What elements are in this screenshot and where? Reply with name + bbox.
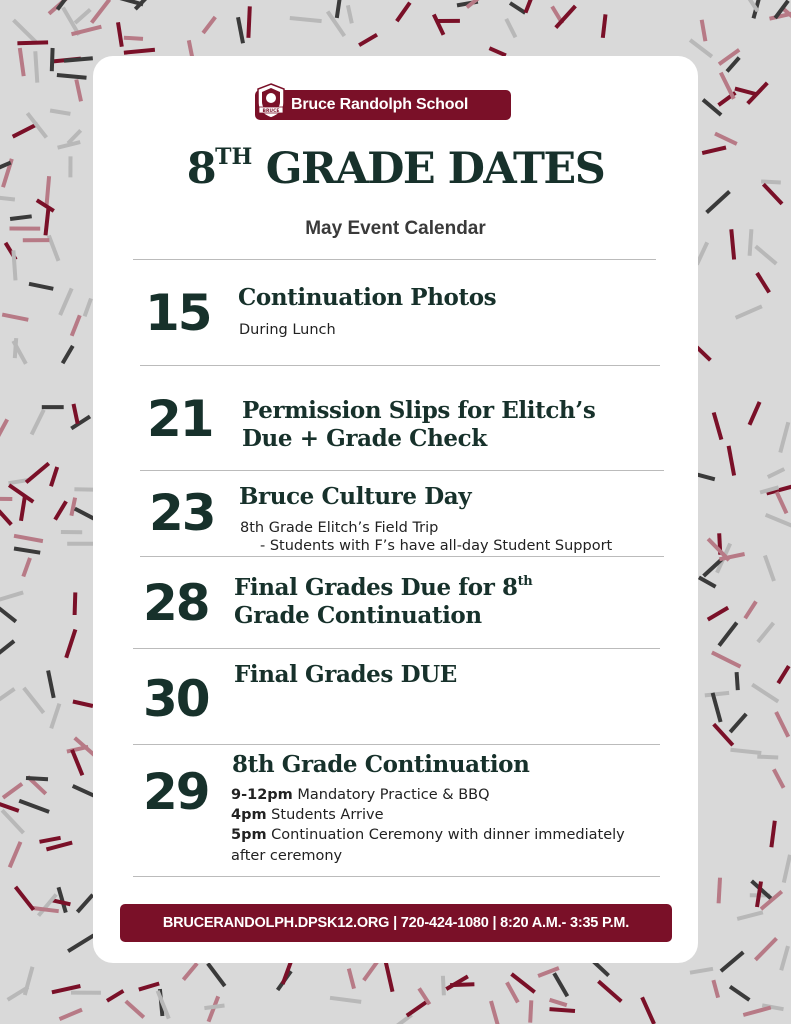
confetti-piece (777, 492, 787, 513)
confetti-piece (27, 113, 46, 137)
confetti-piece (705, 693, 729, 696)
confetti-piece (397, 3, 410, 22)
confetti-piece (554, 973, 567, 996)
confetti-piece (72, 315, 80, 336)
confetti-piece (727, 58, 739, 72)
confetti-piece (73, 702, 93, 707)
confetti-piece (0, 641, 14, 654)
confetti-piece (771, 821, 774, 847)
event-calendar-card (93, 56, 698, 963)
divider (133, 876, 660, 877)
confetti-piece (721, 952, 743, 971)
confetti-piece (758, 623, 774, 642)
confetti-piece (755, 938, 776, 959)
confetti-piece (750, 229, 752, 256)
confetti-piece (730, 987, 749, 1000)
divider (133, 744, 660, 745)
confetti-piece (10, 216, 32, 219)
event-detail: - Students with F’s have all-day Student Support (260, 538, 613, 554)
event-day-number: 23 (149, 484, 215, 542)
confetti-piece (752, 685, 778, 702)
confetti-piece (183, 963, 197, 979)
confetti-piece (776, 712, 788, 737)
confetti-piece (2, 810, 23, 833)
confetti-piece (434, 15, 444, 35)
confetti-piece (19, 801, 49, 812)
confetti-piece (761, 182, 781, 183)
confetti-piece (642, 997, 654, 1024)
confetti-piece (699, 577, 716, 586)
confetti-piece (745, 602, 756, 619)
confetti-piece (124, 38, 143, 39)
confetti-piece (443, 976, 444, 996)
confetti-piece (736, 306, 762, 318)
confetti-piece (29, 284, 53, 289)
confetti-piece (0, 605, 16, 621)
confetti-piece (71, 416, 90, 428)
confetti-piece (550, 1000, 567, 1005)
confetti-piece (489, 48, 506, 55)
confetti-piece (703, 100, 721, 115)
event-day-number: 29 (143, 763, 209, 821)
confetti-piece (64, 58, 93, 61)
confetti-piece (32, 908, 59, 911)
confetti-piece (35, 51, 37, 82)
event-title: Permission Slips for Elitch’s Due + Grade Check (242, 397, 596, 452)
confetti-piece (0, 198, 15, 200)
confetti-piece (66, 630, 75, 658)
footer-contact-bar: BRUCERANDOLPH.DPSK12.ORG | 720-424-1080 | 8:20 A.M.- 3:35 P.M. (120, 904, 672, 942)
confetti-piece (16, 887, 34, 910)
confetti-piece (407, 1002, 427, 1016)
confetti-piece (719, 878, 720, 904)
confetti-piece (737, 912, 763, 919)
confetti-piece (745, 0, 757, 11)
confetti-piece (0, 508, 11, 524)
confetti-piece (2, 315, 28, 320)
confetti-piece (76, 80, 81, 102)
confetti-piece (15, 338, 16, 358)
confetti-piece (757, 757, 778, 758)
confetti-piece (75, 592, 76, 615)
confetti-piece (765, 556, 774, 582)
confetti-piece (139, 984, 159, 990)
event-title: Final Grades DUE (234, 661, 457, 688)
divider (140, 470, 664, 471)
schedule-item-continuation: after ceremony (231, 848, 343, 864)
school-name: Bruce Randolph School (291, 96, 469, 113)
event-detail: During Lunch (239, 322, 336, 338)
confetti-piece (63, 346, 73, 363)
confetti-piece (23, 558, 30, 577)
confetti-piece (774, 769, 784, 788)
confetti-piece (781, 946, 788, 970)
event-day-number: 15 (145, 284, 211, 342)
confetti-piece (74, 404, 78, 424)
confetti-piece (526, 0, 534, 13)
event-title: 8th Grade Continuation (232, 751, 530, 778)
school-logo-badge (255, 90, 511, 120)
confetti-piece (0, 419, 7, 439)
event-title: Bruce Culture Day (239, 483, 472, 510)
confetti-piece (50, 111, 70, 114)
confetti-piece (743, 1008, 771, 1016)
confetti-piece (55, 501, 66, 519)
confetti-piece (49, 236, 59, 261)
confetti-piece (780, 422, 788, 452)
confetti-piece (731, 229, 734, 259)
event-day-number: 30 (143, 670, 209, 728)
confetti-piece (71, 498, 75, 516)
confetti-piece (713, 693, 721, 722)
confetti-piece (14, 20, 36, 42)
confetti-piece (697, 242, 707, 264)
divider (133, 648, 660, 649)
confetti-piece (9, 485, 33, 502)
confetti-piece (731, 750, 762, 753)
confetti-piece (13, 124, 38, 137)
confetti-piece (506, 19, 515, 37)
event-day-number: 21 (147, 390, 213, 448)
confetti-piece (48, 671, 54, 698)
confetti-piece (13, 250, 15, 280)
confetti-piece (14, 549, 40, 553)
confetti-piece (714, 724, 733, 745)
confetti-piece (715, 134, 737, 144)
confetti-piece (24, 688, 44, 713)
confetti-piece (238, 17, 243, 43)
schedule-item: 5pm Continuation Ceremony with dinner immediately (231, 827, 625, 843)
confetti-piece (46, 843, 72, 850)
confetti-piece (248, 6, 249, 37)
confetti-piece (14, 536, 43, 541)
confetti-piece (3, 784, 22, 798)
divider (133, 259, 656, 260)
confetti-piece (713, 980, 718, 998)
confetti-piece (730, 714, 746, 732)
confetti-piece (25, 967, 33, 995)
confetti-piece (204, 1006, 224, 1009)
confetti-piece (17, 42, 48, 43)
confetti-piece (766, 515, 791, 526)
confetti-piece (386, 962, 393, 992)
confetti-piece (348, 5, 352, 23)
confetti-piece (92, 0, 110, 23)
schedule-item: 9-12pm Mandatory Practice & BBQ (231, 787, 490, 803)
confetti-piece (729, 446, 735, 476)
confetti-piece (768, 469, 785, 477)
confetti-piece (26, 463, 49, 482)
event-day-number: 28 (143, 574, 209, 632)
page-subtitle: May Event Calendar (305, 218, 486, 239)
confetti-piece (46, 207, 49, 236)
confetti-piece (68, 935, 94, 951)
confetti-piece (510, 3, 525, 13)
confetti-piece (85, 299, 91, 317)
confetti-piece (784, 855, 790, 883)
confetti-piece (203, 17, 215, 33)
confetti-piece (0, 592, 23, 601)
confetti-piece (75, 10, 90, 24)
confetti-piece (598, 981, 621, 1001)
confetti-piece (118, 22, 122, 46)
confetti-piece (0, 689, 14, 702)
event-title: Final Grades Due for 8th Grade Continuation (234, 574, 533, 629)
confetti-piece (60, 1010, 83, 1020)
confetti-piece (702, 20, 706, 41)
confetti-piece (10, 842, 21, 867)
confetti-piece (32, 410, 44, 435)
confetti-piece (778, 666, 789, 683)
confetti-piece (126, 1001, 144, 1017)
confetti-piece (737, 672, 738, 690)
confetti-piece (51, 467, 57, 486)
confetti-piece (51, 704, 59, 729)
school-crest-icon (256, 84, 286, 118)
confetti-piece (124, 50, 155, 53)
confetti-piece (52, 900, 71, 904)
event-title: Continuation Photos (238, 284, 497, 311)
confetti-piece (707, 192, 730, 213)
confetti-piece (735, 89, 757, 95)
confetti-piece (507, 982, 518, 1002)
confetti-piece (40, 838, 61, 842)
event-detail: 8th Grade Elitch’s Field Trip (240, 520, 439, 536)
confetti-piece (208, 963, 225, 986)
confetti-piece (603, 14, 606, 37)
confetti-piece (530, 1000, 531, 1022)
confetti-piece (512, 974, 535, 992)
confetti-piece (359, 35, 377, 46)
confetti-piece (52, 48, 53, 71)
confetti-piece (750, 402, 760, 425)
schedule-item: 4pm Students Arrive (231, 807, 384, 823)
confetti-piece (60, 288, 72, 315)
confetti-piece (337, 0, 341, 18)
divider (140, 556, 664, 557)
page-title: 8TH GRADE DATES (186, 144, 605, 194)
confetti-piece (708, 608, 728, 620)
confetti-piece (21, 497, 25, 521)
confetti-piece (349, 969, 354, 989)
confetti-piece (47, 176, 50, 206)
confetti-piece (77, 895, 92, 912)
confetti-piece (714, 413, 722, 440)
confetti-piece (763, 184, 782, 204)
confetti-piece (364, 962, 377, 980)
confetti-piece (702, 148, 726, 154)
divider (140, 365, 660, 366)
confetti-piece (721, 73, 734, 99)
confetti-piece (719, 623, 737, 646)
confetti-piece (690, 40, 712, 57)
confetti-piece (330, 998, 361, 1002)
confetti-piece (107, 991, 123, 1001)
confetti-piece (20, 48, 24, 76)
confetti-piece (756, 246, 777, 263)
confetti-piece (491, 1001, 499, 1024)
confetti-piece (712, 652, 741, 666)
crest-text: BRUCE (262, 109, 280, 114)
confetti-piece (757, 273, 769, 292)
confetti-piece (57, 75, 87, 78)
confetti-piece (72, 750, 82, 776)
confetti-piece (690, 969, 713, 973)
confetti-piece (290, 18, 322, 21)
confetti-piece (26, 778, 48, 779)
confetti-piece (550, 1009, 576, 1011)
